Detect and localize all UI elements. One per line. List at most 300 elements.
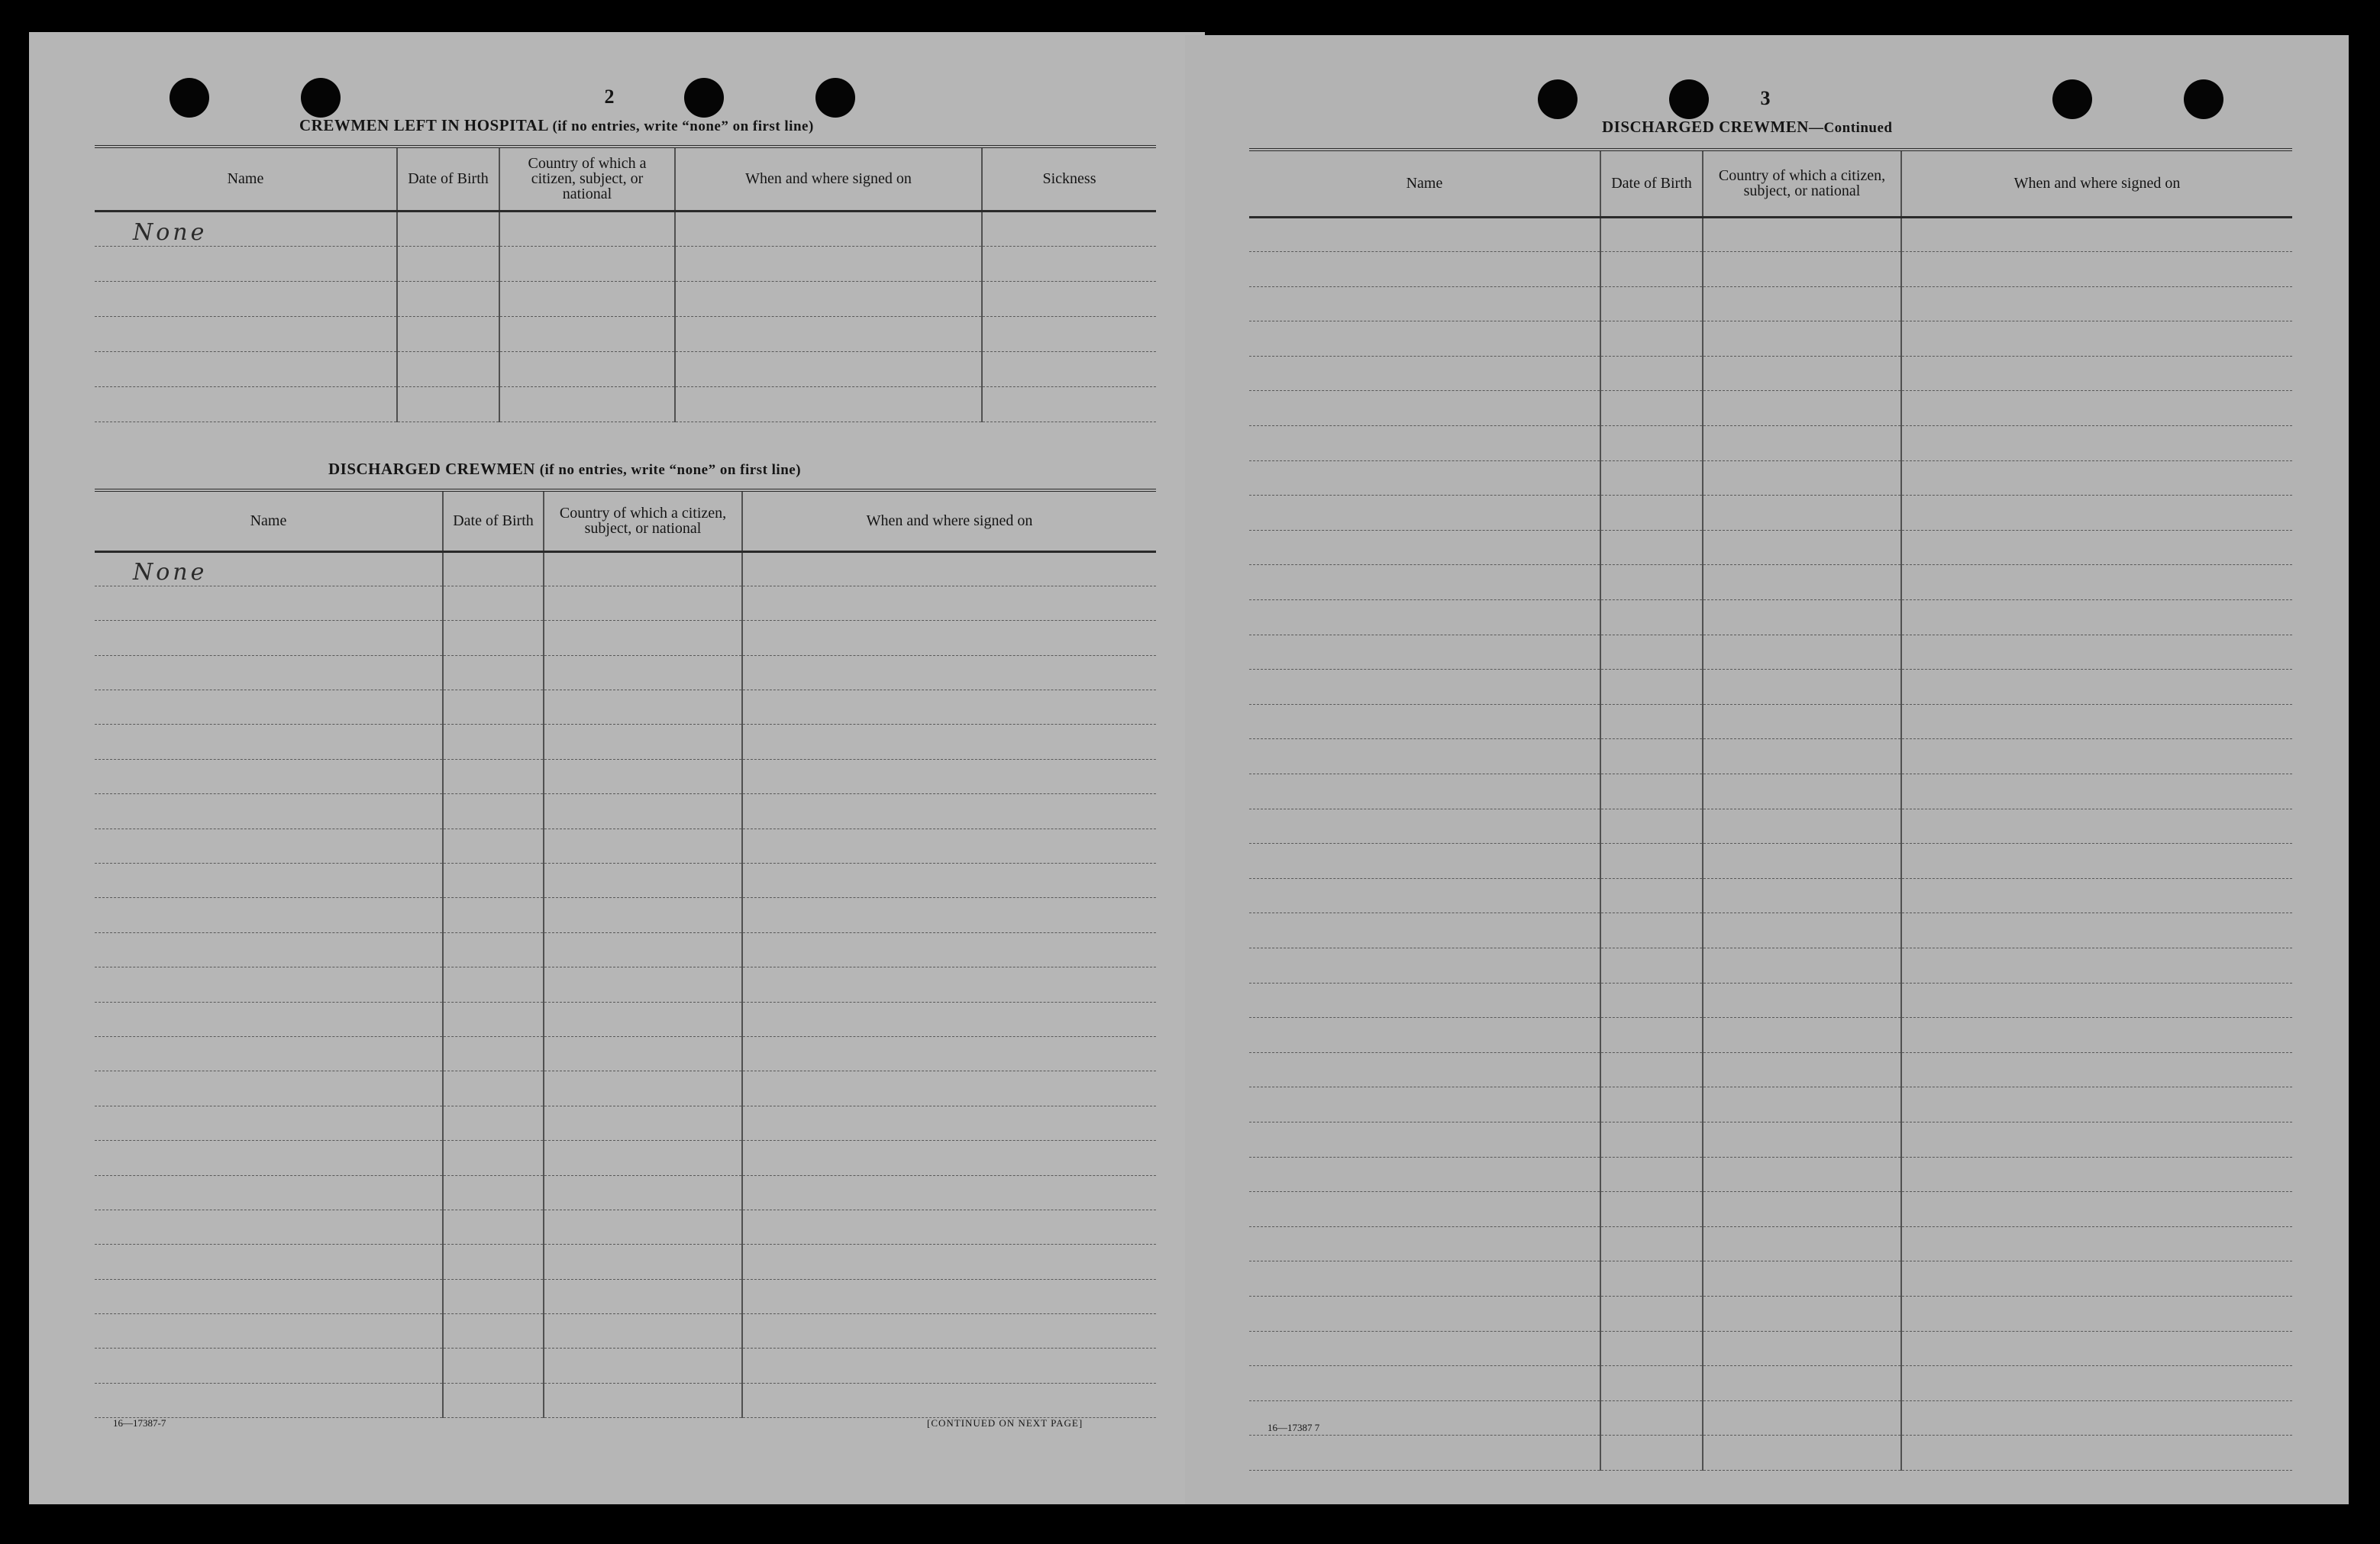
table-cell	[1703, 1226, 1901, 1261]
table-cell	[544, 898, 742, 932]
right-page	[1185, 35, 2349, 1504]
table-cell	[95, 759, 443, 793]
table-cell	[499, 246, 675, 281]
table-row	[95, 1245, 1156, 1279]
table-cell	[95, 316, 397, 351]
table-row	[95, 1349, 1156, 1383]
table-row	[95, 1141, 1156, 1175]
table-cell	[1703, 670, 1901, 705]
table-cell	[1600, 391, 1703, 426]
table-cell	[544, 1210, 742, 1244]
table-cell	[1901, 983, 2292, 1018]
table-cell	[1600, 286, 1703, 321]
table-cell	[1703, 983, 1901, 1018]
table-cell	[1600, 1192, 1703, 1227]
table-row	[95, 898, 1156, 932]
table-row	[1249, 391, 2292, 426]
table-cell	[544, 794, 742, 829]
table-row	[95, 1383, 1156, 1417]
continued-note: [CONTINUED ON NEXT PAGE]	[927, 1417, 1083, 1429]
table-cell	[443, 1175, 544, 1210]
table-row	[1249, 286, 2292, 321]
table-cell	[742, 1141, 1156, 1175]
table-cell	[742, 655, 1156, 690]
table-cell	[1901, 530, 2292, 565]
table-cell	[742, 551, 1156, 586]
discharged-table	[95, 489, 1156, 1418]
table-cell	[1600, 426, 1703, 461]
table-cell	[95, 1383, 443, 1417]
table-cell	[95, 829, 443, 863]
column-header: Country of which a citizen, subject, or national	[1703, 150, 1901, 217]
table-cell	[544, 655, 742, 690]
table-cell	[544, 864, 742, 898]
table-cell	[443, 1106, 544, 1140]
table-row	[1249, 913, 2292, 948]
column-header: Sickness	[982, 147, 1156, 211]
table-cell	[499, 211, 675, 246]
table-cell	[397, 351, 499, 386]
table-row	[95, 386, 1156, 422]
column-header: Country of which a citizen, subject, or national	[544, 490, 742, 551]
punch-hole	[2052, 79, 2092, 119]
table-cell	[1249, 1436, 1600, 1471]
table-cell	[443, 1279, 544, 1313]
table-cell	[1703, 1366, 1901, 1401]
punch-hole	[170, 78, 209, 118]
table-row	[95, 1314, 1156, 1349]
table-row	[1249, 252, 2292, 287]
table-cell	[1600, 913, 1703, 948]
table-cell	[1600, 670, 1703, 705]
table-cell	[443, 932, 544, 967]
table-cell	[742, 1175, 1156, 1210]
table-cell	[1249, 356, 1600, 391]
table-cell	[1249, 670, 1600, 705]
table-cell	[742, 1245, 1156, 1279]
table-cell	[1249, 1226, 1600, 1261]
table-cell	[1600, 600, 1703, 635]
table-cell	[1249, 809, 1600, 844]
table-cell	[397, 211, 499, 246]
table-cell	[1703, 844, 1901, 879]
table-row	[1249, 1052, 2292, 1087]
table-cell	[544, 1071, 742, 1106]
table-cell	[675, 316, 982, 351]
table-cell	[1703, 217, 1901, 252]
table-cell	[675, 281, 982, 316]
discharged-section-title	[328, 460, 801, 479]
table-cell	[443, 1210, 544, 1244]
table-cell	[1249, 426, 1600, 461]
table-cell	[1703, 1436, 1901, 1471]
table-cell	[443, 586, 544, 620]
table-row	[1249, 1366, 2292, 1401]
table-cell	[443, 1036, 544, 1071]
table-cell	[1901, 670, 2292, 705]
table-cell	[1600, 948, 1703, 983]
table-row	[95, 1279, 1156, 1313]
table-cell	[1901, 809, 2292, 844]
table-row	[1249, 635, 2292, 670]
table-cell	[742, 1349, 1156, 1383]
table-row	[1249, 1436, 2292, 1471]
column-header: Name	[95, 147, 397, 211]
table-row	[95, 655, 1156, 690]
table-cell	[95, 898, 443, 932]
table-header-row	[95, 490, 1156, 551]
table-cell	[95, 1349, 443, 1383]
table-row	[95, 932, 1156, 967]
table-row	[1249, 1018, 2292, 1053]
table-cell	[742, 586, 1156, 620]
table-cell	[1901, 460, 2292, 496]
table-row	[1249, 496, 2292, 531]
table-row	[95, 1106, 1156, 1140]
table-cell	[1249, 321, 1600, 357]
table-cell	[1249, 496, 1600, 531]
table-cell	[1703, 252, 1901, 287]
table-cell	[544, 725, 742, 759]
table-row	[95, 586, 1156, 620]
table-cell	[1600, 809, 1703, 844]
table-row	[1249, 565, 2292, 600]
table-cell	[742, 725, 1156, 759]
table-cell	[1249, 913, 1600, 948]
table-cell	[1249, 878, 1600, 913]
table-cell	[544, 1175, 742, 1210]
table-cell	[742, 1383, 1156, 1417]
table-cell	[443, 898, 544, 932]
table-cell	[443, 655, 544, 690]
table-cell	[742, 621, 1156, 655]
table-cell: None	[95, 211, 397, 246]
table-row	[95, 1071, 1156, 1106]
table-cell	[1901, 496, 2292, 531]
table-cell	[1249, 530, 1600, 565]
table-cell	[95, 621, 443, 655]
table-cell	[1703, 321, 1901, 357]
table-cell	[1249, 844, 1600, 879]
table-cell	[982, 316, 1156, 351]
table-cell	[982, 281, 1156, 316]
table-cell	[544, 829, 742, 863]
table-cell	[1249, 1366, 1600, 1401]
hospital-table	[95, 145, 1156, 422]
table-cell	[1901, 774, 2292, 809]
discharged-instruction: (if no entries, write “none” on first line)	[539, 462, 802, 478]
table-cell	[1600, 217, 1703, 252]
table-cell	[1600, 1296, 1703, 1331]
table-cell	[675, 246, 982, 281]
table-cell	[1901, 1366, 2292, 1401]
punch-hole	[301, 78, 341, 118]
table-row	[1249, 1087, 2292, 1122]
table-cell	[443, 1141, 544, 1175]
page-number: 2	[604, 86, 615, 108]
punch-hole	[815, 78, 855, 118]
table-header-row	[1249, 150, 2292, 217]
table-row	[95, 690, 1156, 725]
table-cell	[1901, 1087, 2292, 1122]
table-cell	[397, 386, 499, 422]
table-header-row	[95, 147, 1156, 211]
table-cell	[544, 586, 742, 620]
table-cell	[1249, 774, 1600, 809]
table-cell	[1600, 356, 1703, 391]
table-row	[1249, 704, 2292, 739]
table-cell	[1703, 460, 1901, 496]
continued-suffix: —Continued	[1808, 120, 1893, 136]
table-cell	[1249, 1122, 1600, 1157]
table-cell	[443, 1349, 544, 1383]
table-cell	[1901, 565, 2292, 600]
table-cell	[95, 1314, 443, 1349]
table-cell	[443, 690, 544, 725]
table-cell	[1703, 1192, 1901, 1227]
table-cell	[1249, 704, 1600, 739]
table-cell	[1249, 460, 1600, 496]
table-cell	[1703, 948, 1901, 983]
table-cell	[443, 1071, 544, 1106]
column-header: Date of Birth	[397, 147, 499, 211]
table-cell	[1703, 1331, 1901, 1366]
table-row	[1249, 1261, 2292, 1297]
table-cell	[742, 1314, 1156, 1349]
table-cell	[544, 1141, 742, 1175]
table-cell	[1600, 496, 1703, 531]
table-cell	[95, 932, 443, 967]
table-row	[1249, 809, 2292, 844]
table-cell	[1249, 217, 1600, 252]
table-cell	[675, 386, 982, 422]
table-cell	[443, 1383, 544, 1417]
table-cell	[1901, 739, 2292, 774]
table-cell	[1901, 913, 2292, 948]
table-row	[1249, 948, 2292, 983]
table-cell	[1249, 1018, 1600, 1053]
hospital-title-text: CREWMEN LEFT IN HOSPITAL	[299, 116, 548, 134]
table-cell	[742, 829, 1156, 863]
table-row	[1249, 1400, 2292, 1436]
table-row	[95, 621, 1156, 655]
table-cell	[1249, 1157, 1600, 1192]
table-cell	[544, 1349, 742, 1383]
table-cell	[544, 1106, 742, 1140]
table-cell	[544, 1002, 742, 1036]
table-cell	[95, 864, 443, 898]
table-cell	[1249, 1331, 1600, 1366]
table-cell	[742, 932, 1156, 967]
table-cell	[1901, 1436, 2292, 1471]
table-cell	[1901, 1296, 2292, 1331]
column-header: Name	[95, 490, 443, 551]
column-header: Date of Birth	[1600, 150, 1703, 217]
table-cell	[443, 829, 544, 863]
table-cell	[1600, 1400, 1703, 1436]
table-row	[1249, 983, 2292, 1018]
table-row	[95, 1210, 1156, 1244]
table-cell	[443, 967, 544, 1002]
table-cell	[95, 246, 397, 281]
table-cell	[1901, 1261, 2292, 1297]
table-cell	[1901, 356, 2292, 391]
table-row	[1249, 878, 2292, 913]
table-cell	[95, 586, 443, 620]
table-cell	[1703, 600, 1901, 635]
table-cell	[95, 1210, 443, 1244]
table-cell	[982, 246, 1156, 281]
table-cell	[1249, 1192, 1600, 1227]
table-cell	[397, 281, 499, 316]
table-cell	[95, 1002, 443, 1036]
table-row	[95, 1175, 1156, 1210]
table-cell	[544, 1245, 742, 1279]
table-cell	[1600, 1087, 1703, 1122]
table-cell	[1703, 809, 1901, 844]
table-cell	[544, 759, 742, 793]
table-cell	[1703, 426, 1901, 461]
table-cell	[544, 1383, 742, 1417]
table-cell	[742, 967, 1156, 1002]
column-header: Date of Birth	[443, 490, 544, 551]
table-cell	[982, 351, 1156, 386]
table-cell	[1901, 286, 2292, 321]
table-cell	[443, 1002, 544, 1036]
table-cell	[95, 1071, 443, 1106]
table-cell	[1703, 739, 1901, 774]
table-row	[1249, 1192, 2292, 1227]
table-cell	[1249, 1261, 1600, 1297]
table-cell	[1703, 356, 1901, 391]
table-cell	[1600, 252, 1703, 287]
table-cell	[1901, 1192, 2292, 1227]
table-cell	[95, 1175, 443, 1210]
table-cell	[1901, 878, 2292, 913]
continued-table	[1249, 148, 2292, 1471]
table-row	[95, 281, 1156, 316]
table-row	[1249, 670, 2292, 705]
column-header: When and where signed on	[1901, 150, 2292, 217]
table-cell	[1600, 1157, 1703, 1192]
table-cell	[499, 386, 675, 422]
table-cell	[1600, 635, 1703, 670]
table-cell: None	[95, 551, 443, 586]
table-row	[95, 551, 1156, 586]
table-cell	[1703, 286, 1901, 321]
table-cell	[443, 794, 544, 829]
table-cell	[1600, 704, 1703, 739]
table-cell	[742, 1106, 1156, 1140]
table-cell	[1600, 1261, 1703, 1297]
table-cell	[1600, 1366, 1703, 1401]
table-cell	[1703, 1296, 1901, 1331]
table-cell	[1901, 1157, 2292, 1192]
table-cell	[742, 1002, 1156, 1036]
table-cell	[1249, 286, 1600, 321]
table-cell	[675, 351, 982, 386]
table-cell	[1703, 565, 1901, 600]
table-row	[95, 1002, 1156, 1036]
table-row	[1249, 460, 2292, 496]
form-number: 16—17387 7	[1268, 1422, 1320, 1433]
table-row	[1249, 739, 2292, 774]
table-cell	[1703, 878, 1901, 913]
table-cell	[95, 794, 443, 829]
table-cell	[1901, 217, 2292, 252]
table-cell	[544, 690, 742, 725]
table-cell	[1703, 635, 1901, 670]
table-cell	[544, 621, 742, 655]
table-cell	[544, 1279, 742, 1313]
table-cell	[1901, 321, 2292, 357]
table-cell	[1901, 426, 2292, 461]
table-cell	[1901, 1018, 2292, 1053]
table-row	[95, 316, 1156, 351]
table-cell	[499, 281, 675, 316]
table-cell	[544, 1314, 742, 1349]
table-cell	[443, 621, 544, 655]
table-cell	[1600, 739, 1703, 774]
continued-section-title	[1602, 118, 1892, 137]
table-row	[95, 246, 1156, 281]
table-cell	[95, 1036, 443, 1071]
table-row	[1249, 1226, 2292, 1261]
table-cell	[1703, 1157, 1901, 1192]
table-cell	[1249, 635, 1600, 670]
table-row	[95, 211, 1156, 246]
table-row	[95, 351, 1156, 386]
table-cell	[742, 1071, 1156, 1106]
table-cell	[443, 551, 544, 586]
table-cell	[397, 246, 499, 281]
table-cell	[742, 864, 1156, 898]
table-cell	[1249, 948, 1600, 983]
hospital-section-title	[299, 116, 814, 135]
table-cell	[1901, 1052, 2292, 1087]
table-cell	[95, 351, 397, 386]
table-cell	[1600, 1122, 1703, 1157]
page-number: 3	[1760, 87, 1771, 109]
table-cell	[1703, 913, 1901, 948]
table-cell	[742, 1036, 1156, 1071]
table-cell	[1901, 252, 2292, 287]
table-cell	[443, 759, 544, 793]
table-cell	[1703, 704, 1901, 739]
table-cell	[443, 864, 544, 898]
form-number: 16—17387-7	[113, 1417, 166, 1429]
table-cell	[1703, 1400, 1901, 1436]
table-cell	[1901, 600, 2292, 635]
table-cell	[1901, 1331, 2292, 1366]
table-cell	[1600, 321, 1703, 357]
table-cell	[1901, 635, 2292, 670]
table-cell	[742, 1279, 1156, 1313]
table-row	[1249, 1122, 2292, 1157]
table-row	[1249, 1296, 2292, 1331]
table-cell	[544, 1036, 742, 1071]
table-cell	[1901, 1226, 2292, 1261]
table-cell	[95, 655, 443, 690]
table-cell	[397, 316, 499, 351]
column-header: Country of which a citizen, subject, or national	[499, 147, 675, 211]
table-cell	[443, 1314, 544, 1349]
table-cell	[1600, 774, 1703, 809]
table-cell	[1703, 1087, 1901, 1122]
table-cell	[1249, 565, 1600, 600]
table-cell	[95, 386, 397, 422]
table-row	[1249, 530, 2292, 565]
